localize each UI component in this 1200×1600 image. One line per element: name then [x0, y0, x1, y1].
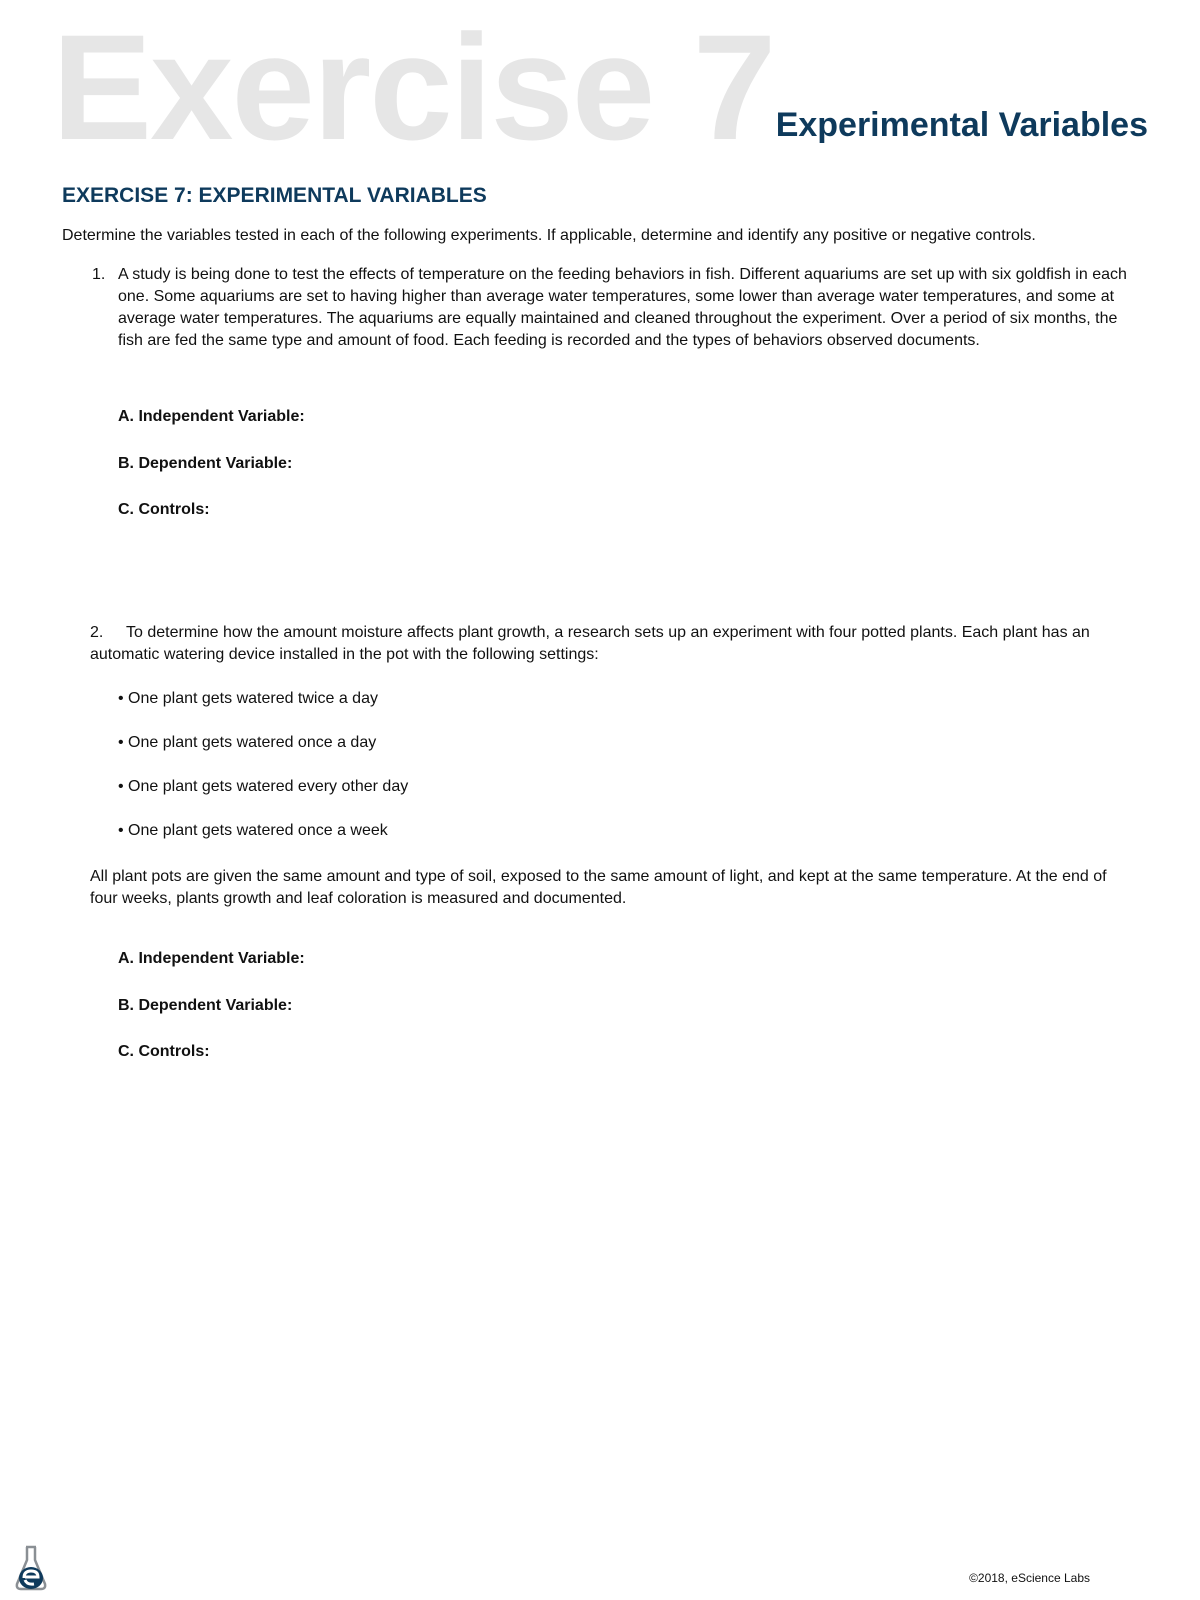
page-title: Experimental Variables: [775, 106, 1148, 144]
answer-controls: C. Controls:: [118, 501, 210, 518]
instructions: Determine the variables tested in each of the following experiments. If applicable, determine and identify any positive or negative controls.: [62, 227, 1036, 244]
answer-independent-variable: A. Independent Variable:: [118, 950, 305, 967]
question-text: To determine how the amount moisture affects plant growth, a research sets up an experiment with four potted plants. Each plant has an automatic watering device installed in the pot with the following settings:: [90, 624, 1090, 663]
question-closing-text: All plant pots are given the same amount and type of soil, exposed to the same amount of light, and kept at the same temperature. At the end of four weeks, plants growth and leaf coloration is measured and documented.: [90, 868, 1107, 907]
question-text: A study is being done to test the effects of temperature on the feeding behaviors in fish. Different aquariums are set up with six goldfish in each one. Some aquariums are set to having higher than average water temperatures, some lower than average water temperatures, and some at average water temperatures. The aquariums are equally maintained and cleaned throughout the experiment. Over a period of six months, the fish are fed the same type and amount of food. Each feeding is recorded and the types of behaviors observed documents.: [118, 266, 1127, 349]
list-item: • One plant gets watered once a day: [118, 734, 377, 751]
exercise-watermark: Exercise 7: [52, 3, 775, 171]
list-item: • One plant gets watered once a week: [118, 822, 388, 839]
question-2: [90, 622, 1100, 666]
question-1: [92, 264, 1132, 352]
question-number: 1.: [92, 266, 106, 283]
list-item: • One plant gets watered every other day: [118, 778, 409, 795]
flask-logo-icon: [12, 1544, 50, 1592]
question-number: 2.: [90, 624, 104, 641]
answer-controls: C. Controls:: [118, 1043, 210, 1060]
answer-dependent-variable: B. Dependent Variable:: [118, 455, 293, 472]
section-heading: EXERCISE 7: EXPERIMENTAL VARIABLES: [62, 184, 487, 207]
answer-dependent-variable: B. Dependent Variable:: [118, 997, 293, 1014]
copyright-footer: ©2018, eScience Labs: [969, 1571, 1090, 1585]
answer-independent-variable: A. Independent Variable:: [118, 408, 305, 425]
list-item: • One plant gets watered twice a day: [118, 690, 378, 707]
